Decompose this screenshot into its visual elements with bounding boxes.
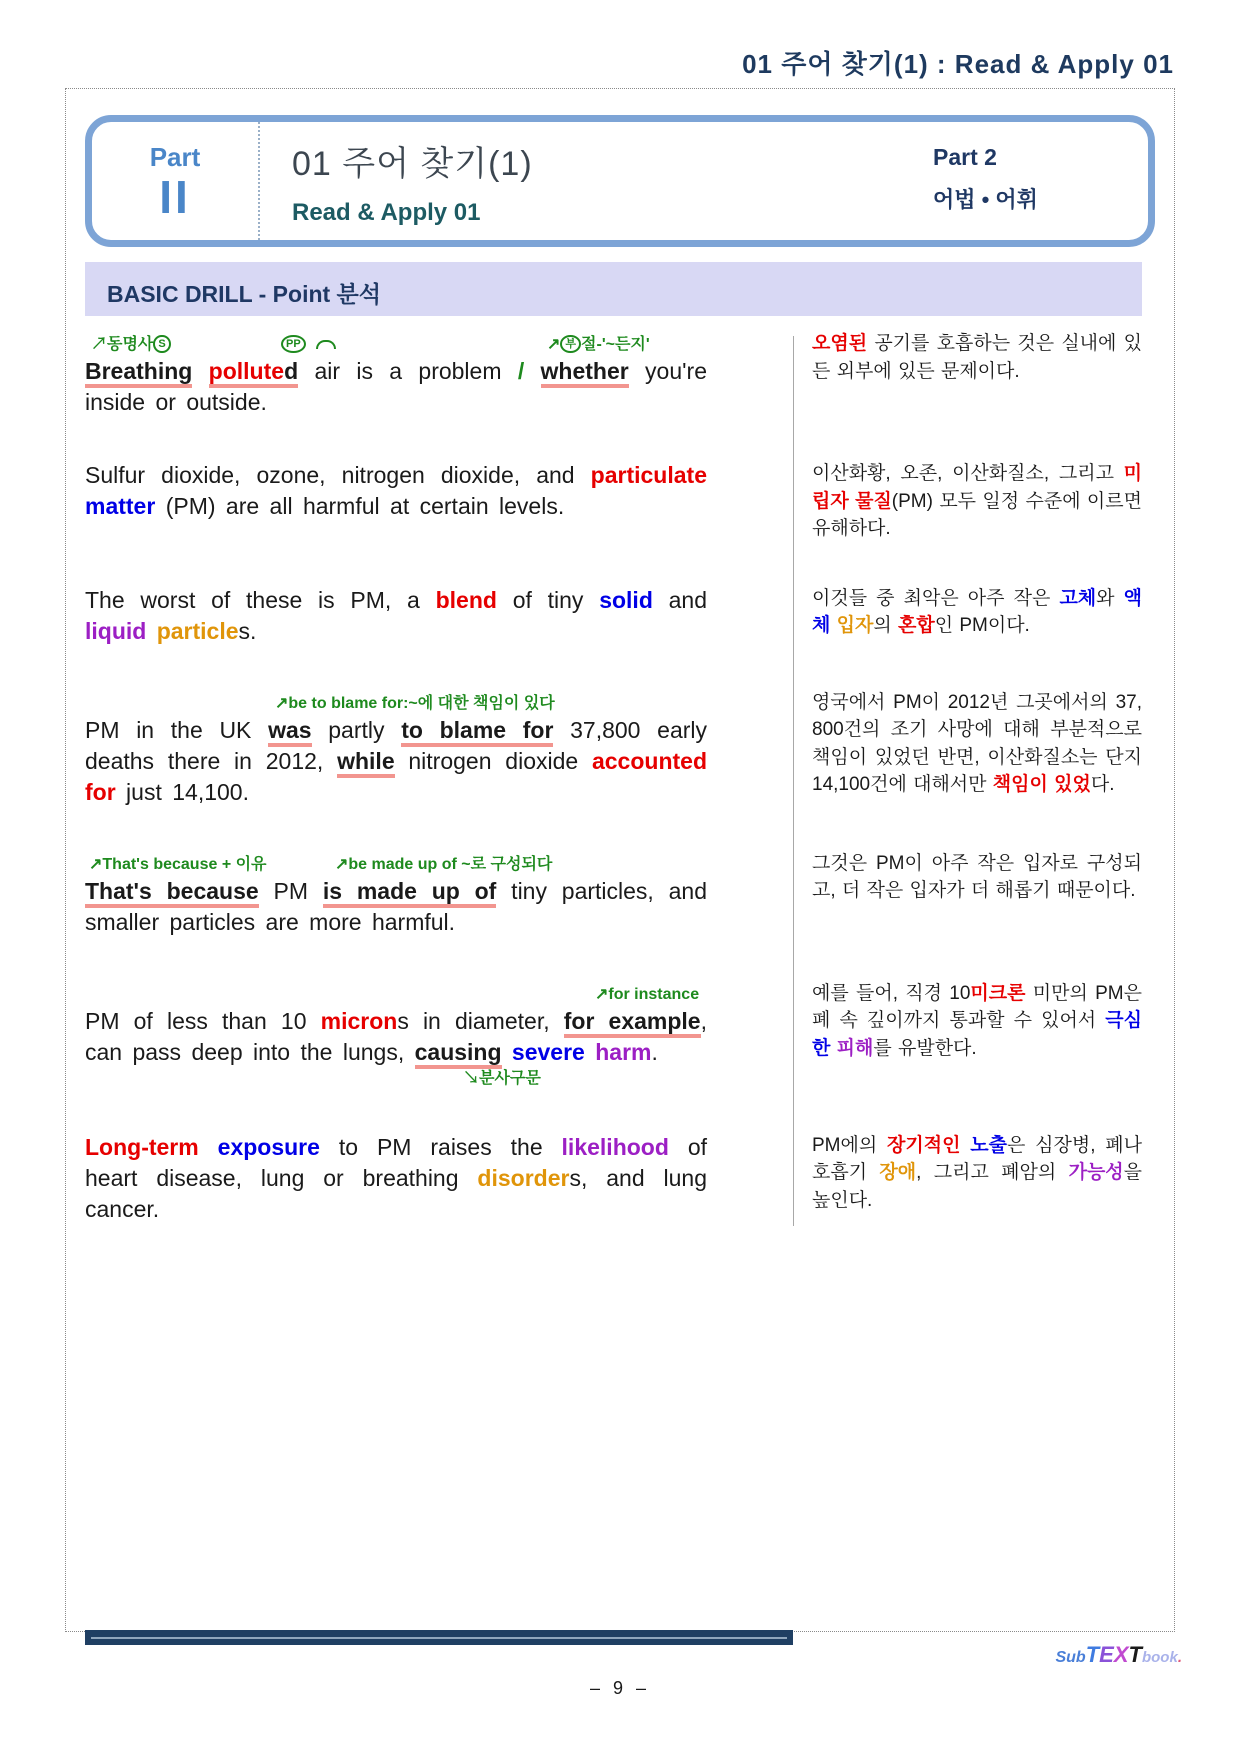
footer-bar-highlight (91, 1637, 787, 1639)
text-run: 노출 (970, 1134, 1007, 1156)
brand-logo-part: Sub (1055, 1649, 1086, 1666)
text-run: , 그리고 폐암의 (916, 1162, 1069, 1183)
korean-translation (812, 1132, 1142, 1215)
text-run: solid (599, 586, 653, 613)
grammar-annotation (281, 335, 336, 354)
korean-translation (812, 585, 1142, 640)
footer-bar (85, 1630, 793, 1645)
english-cell (85, 980, 793, 1090)
text-run: PM in the UK (85, 716, 269, 743)
text-run: 다. (1090, 774, 1115, 795)
text-run: The worst of these is PM, a (85, 586, 436, 613)
brand-logo-part: book (1141, 1649, 1178, 1666)
text-run: severe (511, 1038, 585, 1065)
part-header-box (85, 115, 1155, 247)
column-divider-line (793, 336, 794, 1226)
korean-translation (812, 689, 1142, 799)
text-run: s, and lung cancer. (85, 1164, 707, 1222)
text-run: PM of less than 10 (85, 1007, 321, 1034)
text-run: of tiny (496, 586, 600, 613)
text-run: 혼합 (898, 615, 935, 636)
annotation-text: ↗be to blame for:~에 대한 책임이 있다 (275, 694, 555, 712)
korean-cell (793, 330, 1142, 418)
text-run: 공기를 호흡하는 것은 실내에 있든 외부에 있든 문제이다. (812, 333, 1142, 382)
text-run: pollute (209, 358, 284, 388)
english-cell (85, 1132, 793, 1225)
brand-logo-part: E (1099, 1642, 1114, 1667)
sentence-row (85, 980, 1142, 1090)
english-sentence (85, 585, 707, 647)
text-run: for example (564, 1008, 701, 1038)
text-run: 영국에서 PM이 2012년 그곳에서의 37,800건의 조기 사망에 대해 부분적으로 책임이 있었던 반면, 이산화질소는 단지 14,100건에 대해서만 (812, 691, 1142, 795)
annotation-text: ↘분사구문 (463, 1069, 541, 1087)
korean-translation (812, 980, 1142, 1063)
english-sentence (85, 715, 707, 808)
korean-cell (793, 585, 1142, 647)
text-run: PM (258, 877, 323, 904)
brand-logo-part: X (1113, 1642, 1129, 1667)
grammar-annotation (275, 690, 555, 713)
text-run: disorder (477, 1164, 570, 1191)
text-run: d (284, 358, 298, 388)
text-run: was (268, 717, 311, 747)
text-run: . (651, 1038, 658, 1065)
circled-label: S (153, 335, 170, 353)
english-sentence (85, 1132, 707, 1225)
text-run: Breathing (85, 358, 192, 388)
grammar-annotation (547, 331, 650, 354)
text-run: , can pass deep into the lungs, (85, 1007, 707, 1065)
annotation-text: ↗동명사 (91, 336, 154, 353)
text-run: to blame for (401, 717, 553, 747)
text-run: you're inside or outside. (85, 358, 707, 415)
text-run: s. (238, 617, 257, 644)
text-run: and (652, 586, 708, 613)
english-cell (85, 460, 793, 543)
korean-cell (793, 689, 1142, 808)
text-run: tiny particles, and smaller particles are more harmful. (85, 877, 708, 935)
circled-label: 부 (560, 335, 581, 353)
text-run: 그것은 PM이 아주 작은 입자로 구성되고, 더 작은 입자가 더 해롭기 때문이다. (812, 852, 1142, 901)
korean-cell (793, 1132, 1142, 1225)
english-cell (85, 585, 793, 647)
text-run (585, 1039, 595, 1065)
grammar-annotation (335, 851, 552, 874)
text-run: 은 심장병, 폐나 호흡기 (812, 1134, 1142, 1183)
english-cell (85, 330, 793, 418)
text-run: matter (85, 493, 156, 519)
annotation-text: ↗That's because + 이유 (89, 855, 267, 873)
text-run: Long-term (85, 1133, 199, 1160)
circled-label: PP (281, 335, 306, 353)
annotation-line (85, 330, 793, 356)
text-run: PM에의 (812, 1134, 888, 1156)
text-run: 와 (1096, 587, 1124, 609)
text-run: particulate (590, 462, 707, 488)
text-run: harm (595, 1038, 652, 1065)
content-rows (85, 330, 1142, 1267)
sentence-row (85, 1132, 1142, 1225)
text-run: blend (435, 586, 497, 613)
text-run: / (517, 358, 525, 384)
text-run: 책임이 있었 (992, 774, 1091, 795)
section-banner (85, 262, 1142, 316)
text-run: while (337, 748, 395, 778)
english-sentence (85, 356, 707, 418)
grammar-annotation (89, 851, 267, 874)
text-run: 장애 (879, 1162, 917, 1183)
text-run: 가능성 (1068, 1162, 1124, 1183)
text-run: is made up of (323, 878, 497, 908)
part-right-cell (933, 122, 1148, 240)
unit-subtitle: Read & Apply 01 (292, 199, 481, 226)
text-run: 을 높인다. (812, 1162, 1143, 1211)
grammar-annotation (595, 984, 699, 1004)
text-run (199, 1134, 218, 1160)
part-numeral: II (159, 170, 191, 223)
text-run (524, 358, 540, 384)
section-banner-label: BASIC DRILL - Point 분석 (107, 281, 381, 307)
korean-cell (793, 460, 1142, 543)
text-run (146, 618, 156, 644)
annotation-text: ↗be made up of ~로 구성되다 (335, 855, 553, 873)
annotation-text: 절-'~든지' (581, 336, 650, 353)
korean-translation (812, 460, 1142, 543)
part-main-cell (260, 122, 933, 240)
text-run: 피해 (836, 1037, 874, 1059)
text-run: 미크론 (970, 982, 1026, 1004)
text-run: 37,800 early deaths there in 2012, (85, 716, 707, 774)
brand-logo-part: . (1177, 1649, 1182, 1666)
text-run: 고체 (1059, 587, 1097, 609)
part-right-line1: Part 2 (933, 144, 997, 170)
sentence-row (85, 689, 1142, 808)
text-run: 오염된 (812, 333, 868, 354)
arc-icon (316, 340, 336, 349)
english-cell (85, 850, 793, 938)
part-right-line2: 어법 • 어휘 (933, 187, 1038, 212)
text-run: to PM raises the (319, 1133, 562, 1160)
text-run (960, 1135, 970, 1156)
annotation-line (85, 689, 793, 715)
text-run: 예를 들어, 직경 10 (812, 982, 971, 1004)
text-run: (PM) are all harmful at certain levels. (155, 493, 565, 519)
korean-translation (812, 330, 1142, 385)
text-run: 이것들 중 최악은 아주 작은 (812, 587, 1060, 609)
sentence-row (85, 330, 1142, 418)
annotation-text: ↗ (547, 336, 561, 353)
korean-translation (812, 850, 1142, 905)
text-run: 이산화황, 오존, 이산화질소, 그리고 (812, 463, 1124, 484)
text-run: partly (311, 716, 402, 743)
text-run: nitrogen dioxide (394, 747, 592, 774)
text-run: likelihood (561, 1133, 669, 1160)
text-run: 를 유발한다. (873, 1037, 977, 1059)
sentence-row (85, 460, 1142, 543)
english-cell (85, 689, 793, 808)
text-run: 극심한 (812, 1010, 1142, 1059)
text-run: causing (415, 1039, 502, 1069)
english-sentence (85, 1006, 707, 1068)
page-header-title: 01 주어 찾기(1) : Read & Apply 01 (742, 49, 1174, 79)
text-run: s in diameter, (397, 1007, 564, 1034)
sentence-row (85, 585, 1142, 647)
text-run: Sulfur dioxide, ozone, nitrogen dioxide, and (85, 462, 591, 488)
korean-cell (793, 980, 1142, 1090)
text-run: 미만의 PM은 폐 속 깊이까지 통과할 수 있어서 (812, 982, 1142, 1031)
text-run: That's because (85, 878, 259, 908)
text-run: 인 PM이다. (934, 615, 1030, 636)
text-run (502, 1039, 512, 1065)
part-label: Part (149, 141, 201, 172)
text-run: air is a problem (298, 358, 518, 384)
text-run: 액체 (812, 587, 1142, 636)
sentence-row (85, 850, 1142, 938)
text-run (192, 358, 208, 384)
annotation-line (85, 1068, 793, 1090)
annotation-line (85, 850, 793, 876)
grammar-annotation (463, 1065, 541, 1088)
text-run: 장기적인 (887, 1134, 961, 1156)
brand-logo (1055, 1642, 1182, 1668)
text-run: 의 (873, 615, 898, 636)
annotation-text: ↗for instance (595, 985, 700, 1003)
brand-logo-part: T (1128, 1642, 1142, 1667)
text-run: whether (541, 358, 629, 388)
brand-logo-part: T (1085, 1642, 1100, 1667)
english-sentence (85, 876, 707, 938)
text-run: just 14,100. (115, 778, 249, 805)
text-run: 미립자 물질 (812, 463, 1142, 512)
text-run: of heart disease, lung or breathing (85, 1133, 707, 1191)
text-run: liquid (85, 617, 147, 644)
part-left-cell (92, 122, 258, 240)
text-run: (PM) 모두 일정 수준에 이르면 유해하다. (812, 490, 1142, 539)
unit-title: 01 주어 찾기(1) (292, 145, 533, 183)
text-run: accounted for (85, 747, 707, 805)
text-run: exposure (217, 1133, 320, 1160)
english-sentence (85, 460, 707, 522)
text-run: particle (156, 617, 239, 644)
annotation-line (85, 980, 793, 1006)
grammar-annotation (91, 331, 171, 354)
page-number: – 9 – (589, 1678, 651, 1698)
text-run: 입자 (836, 615, 874, 636)
text-run: micron (320, 1007, 398, 1034)
korean-cell (793, 850, 1142, 938)
